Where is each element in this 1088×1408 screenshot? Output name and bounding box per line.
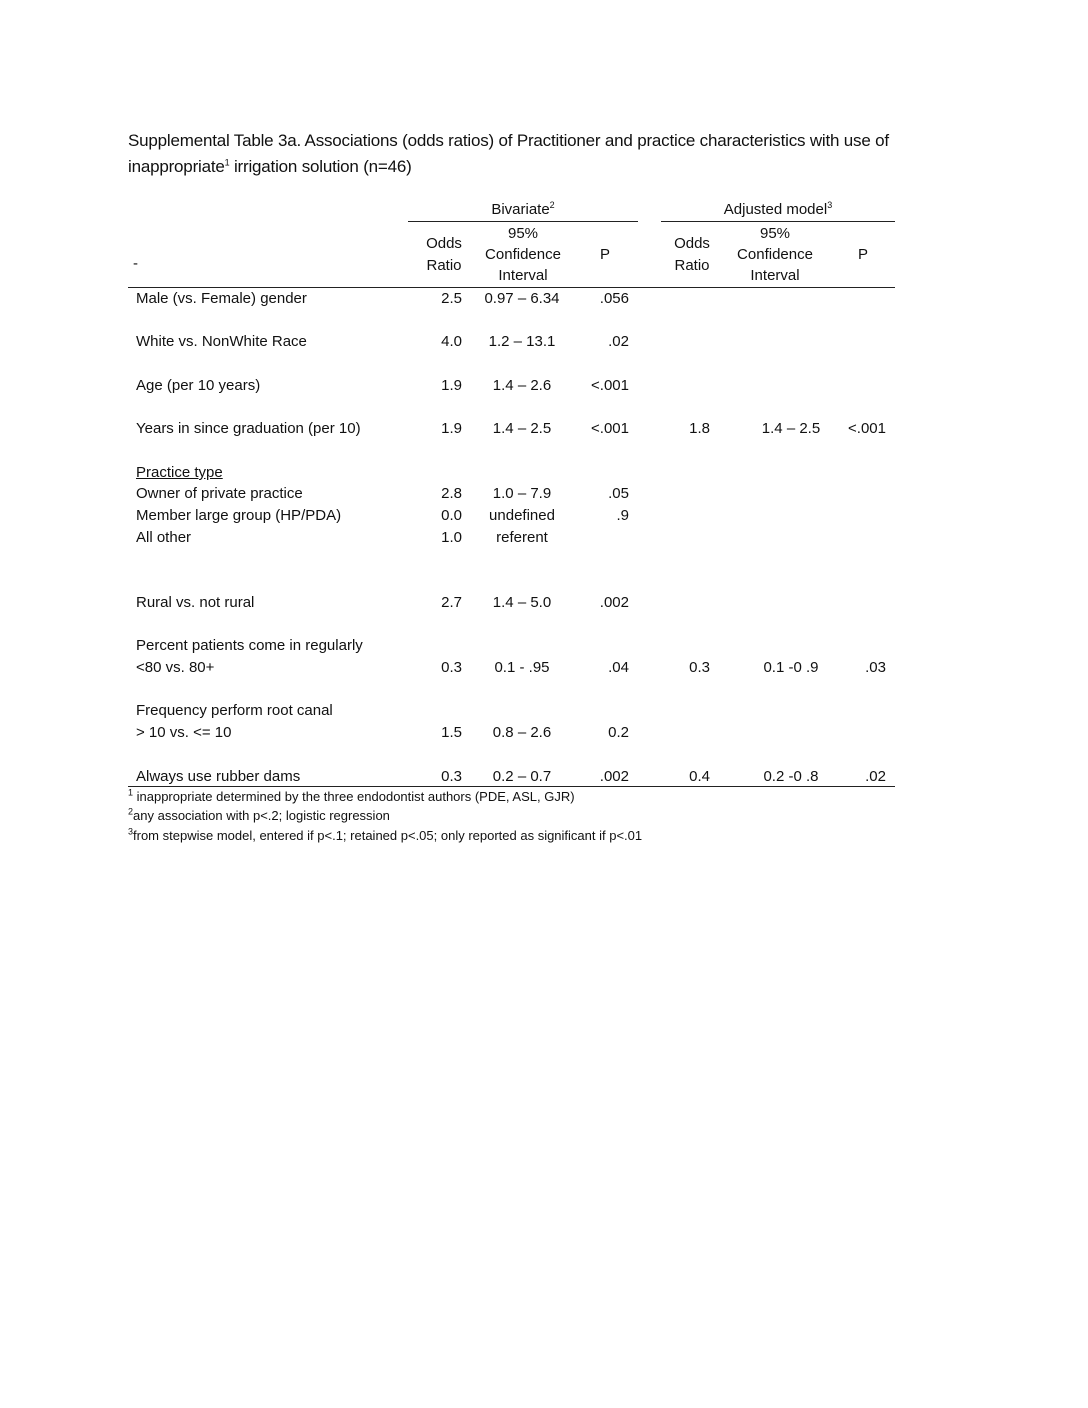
footnote-2: [128, 808, 390, 824]
title-line-1: Supplemental Table 3a. Associations (odds ratios) of Practitioner and practice characteristics with use of: [128, 131, 889, 150]
odds-ratio-cell: 2.8: [441, 485, 462, 502]
ci-cell: 1.2 – 13.1: [488, 333, 556, 350]
adj-ci-header-line1: 95%: [759, 225, 791, 242]
p-cell: .9: [616, 507, 629, 524]
ci-header-line3: Interval: [498, 267, 548, 284]
p-cell: .04: [608, 659, 629, 676]
bivariate-header: [408, 200, 638, 220]
practice-type-heading: Practice type: [136, 464, 223, 481]
row-label: Frequency perform root canal: [136, 702, 333, 719]
adj-ci-header-line3: Interval: [750, 267, 800, 284]
odds-ratio-cell: 1.0: [441, 529, 462, 546]
adj-odds-ratio-cell: 1.8: [689, 420, 710, 437]
odds-ratio-cell: 0.3: [441, 659, 462, 676]
footnote-1: [128, 789, 575, 805]
p-header: P: [599, 246, 610, 263]
adj-p-header: P: [857, 246, 868, 263]
odds-ratio-cell: 1.9: [441, 377, 462, 394]
footnote-marker: 3: [827, 200, 833, 210]
adj-p-cell: .03: [865, 659, 886, 676]
ci-header-line2: Confidence: [485, 246, 561, 263]
odds-ratio-cell: 1.5: [441, 724, 462, 741]
ci-cell: 0.97 – 6.34: [484, 290, 560, 307]
odds-ratio-cell: 2.5: [441, 290, 462, 307]
table-bottom-rule: [128, 786, 895, 787]
footnote-text: inappropriate determined by the three endodontist authors (PDE, ASL, GJR): [133, 789, 575, 804]
footnote-text: any association with p<.2; logistic regression: [133, 808, 390, 823]
ci-cell: 0.8 – 2.6: [492, 724, 552, 741]
title-word: inappropriate: [128, 157, 225, 176]
adj-odds-ratio-header-line1: Odds: [674, 235, 710, 252]
adj-ci-cell: 0.1 -0 .9: [763, 659, 819, 676]
title-line-2: [128, 154, 988, 180]
bivariate-rule: [408, 221, 638, 222]
ci-cell: 1.0 – 7.9: [492, 485, 552, 502]
adj-p-cell: <.001: [848, 420, 886, 437]
p-cell: <.001: [591, 377, 629, 394]
title-rest: irrigation solution (n=46): [229, 157, 412, 176]
row-sublabel: > 10 vs. <= 10: [136, 724, 232, 741]
row-label-header: -: [133, 255, 138, 272]
adj-ci-cell: 0.2 -0 .8: [763, 768, 819, 785]
row-label: Owner of private practice: [136, 485, 303, 502]
header-bottom-rule: [128, 287, 895, 288]
row-label: Rural vs. not rural: [136, 594, 255, 611]
ci-cell: 1.4 – 5.0: [492, 594, 552, 611]
adj-ci-cell: 1.4 – 2.5: [761, 420, 821, 437]
bivariate-label: Bivariate: [491, 201, 550, 218]
ci-cell: 0.1 - .95: [494, 659, 550, 676]
footnote-text: from stepwise model, entered if p<.1; retained p<.05; only reported as significant if p<.01: [133, 828, 643, 843]
ci-header-line1: 95%: [507, 225, 539, 242]
ci-cell: undefined: [489, 507, 555, 524]
row-sublabel: <80 vs. 80+: [136, 659, 215, 676]
p-cell: .002: [599, 768, 629, 785]
row-label: Years in since graduation (per 10): [136, 420, 361, 437]
footnote-3: [128, 828, 642, 844]
adj-ci-header-line2: Confidence: [737, 246, 813, 263]
row-label: Always use rubber dams: [136, 768, 301, 785]
ci-cell: 1.4 – 2.6: [492, 377, 552, 394]
row-label: Percent patients come in regularly: [136, 637, 363, 654]
footnote-marker: 1: [128, 787, 134, 798]
p-cell: .02: [608, 333, 629, 350]
table-title: [128, 128, 988, 180]
adj-odds-ratio-header-line2: Ratio: [674, 257, 710, 274]
row-label: Age (per 10 years): [136, 377, 261, 394]
p-cell: <.001: [591, 420, 629, 437]
odds-ratio-header-line1: Odds: [426, 235, 462, 252]
ci-cell: 0.2 – 0.7: [492, 768, 552, 785]
row-label: All other: [136, 529, 192, 546]
ci-cell: referent: [496, 529, 548, 546]
row-label: Male (vs. Female) gender: [136, 290, 307, 307]
adjusted-model-label: Adjusted model: [723, 201, 828, 218]
p-cell: .002: [599, 594, 629, 611]
odds-ratio-cell: 0.3: [441, 768, 462, 785]
row-label: White vs. NonWhite Race: [136, 333, 307, 350]
adj-odds-ratio-cell: 0.3: [689, 659, 710, 676]
ci-cell: 1.4 – 2.5: [492, 420, 552, 437]
odds-ratio-cell: 4.0: [441, 333, 462, 350]
p-cell: .056: [599, 290, 629, 307]
footnote-marker: 3: [128, 826, 134, 837]
p-cell: .05: [608, 485, 629, 502]
footnote-marker: 1: [224, 157, 230, 168]
odds-ratio-cell: 0.0: [441, 507, 462, 524]
adj-p-cell: .02: [865, 768, 886, 785]
footnote-marker: 2: [128, 806, 134, 817]
odds-ratio-header-line2: Ratio: [426, 257, 462, 274]
row-label: Member large group (HP/PDA): [136, 507, 342, 524]
p-cell: 0.2: [608, 724, 629, 741]
odds-ratio-cell: 1.9: [441, 420, 462, 437]
adj-odds-ratio-cell: 0.4: [689, 768, 710, 785]
odds-ratio-cell: 2.7: [441, 594, 462, 611]
footnote-marker: 2: [549, 200, 555, 210]
adjusted-model-header: [661, 200, 895, 220]
adjusted-rule: [661, 221, 895, 222]
